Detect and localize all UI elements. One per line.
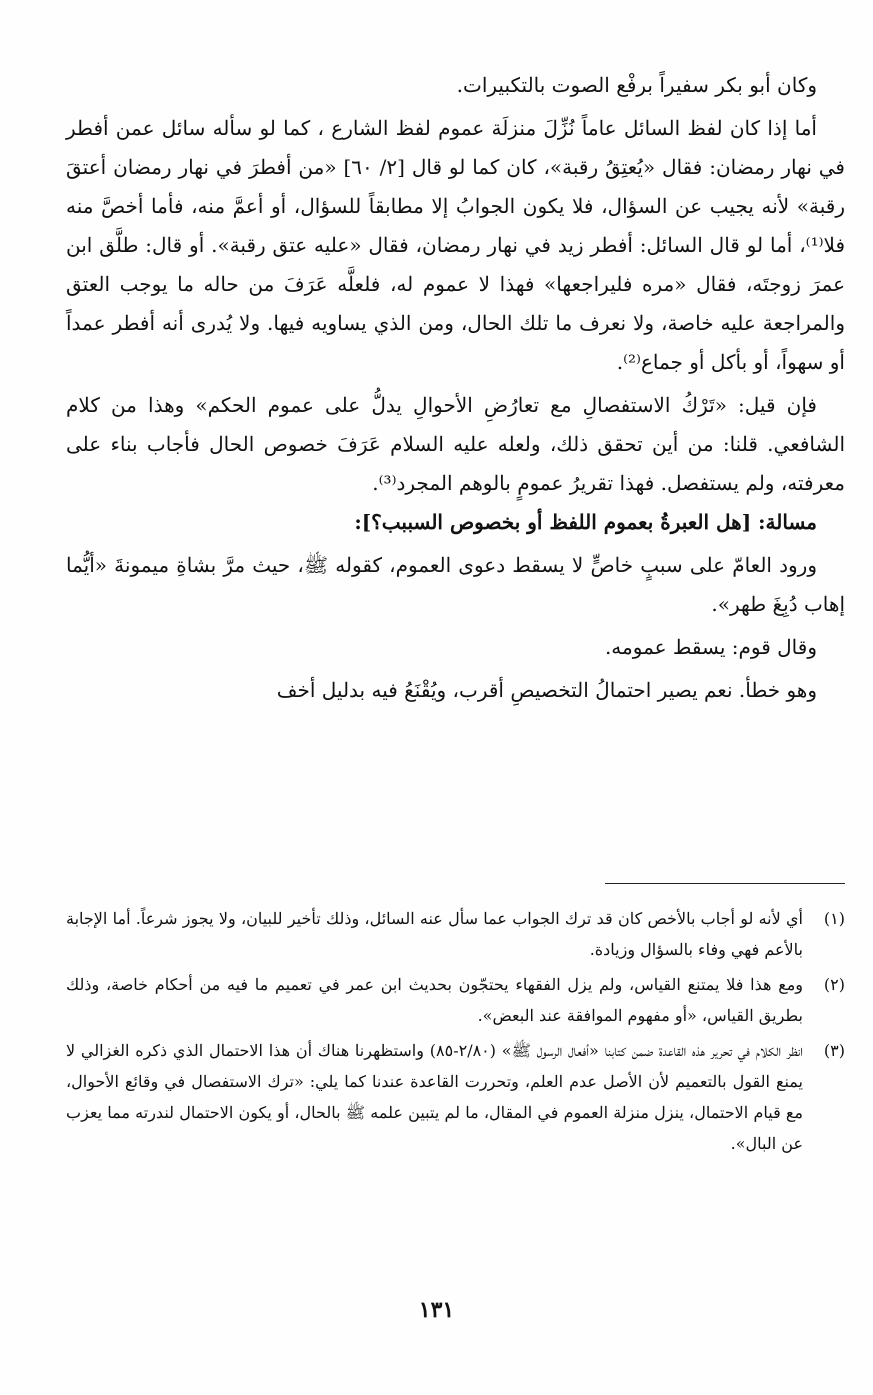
paragraph-3: فإن قيل: «تَرْكُ الاستفصالِ مع تعارُضِ الأحوالِ يدلُّ على عموم الحكم» وهذا من كلام الشافعي. قلنا: من أين تحقق ذلك، ولعله عليه السلام عَرَفَ خصوص الحال فأجاب بناء على معرفته، ولم يستفصل. فهذا تقريرُ عمومٍ بالوهم المجرد⁽³⁾. <box>66 393 845 495</box>
footnote-divider <box>605 883 845 884</box>
footnote-number: (٣) <box>823 1041 845 1060</box>
paragraph-2: أما إذا كان لفظ السائل عاماً نُزِّلَ منزلَة عموم لفظ الشارع ، كما لو سأله سائل عمن أفطر في نهار رمضان: فقال «يُعتِقُ رقبة»، كان كما لو قال [٢/ ٦٠] «من أفطرَ في نهار رمضان أعتقَ رقبة» لأنه يجيب عن السؤال، فلا يكون الجوابُ إلا مطابقاً للسؤال، أو أعمَّ منه، فأما أخصَّ منه فلا⁽¹⁾، أما لو قال السائل: أفطر زيد في نهار رمضان، فقال «عليه عتق رقبة». أو قال: طلَّق ابن عمرَ زوجتَه، فقال «مره فليراجعها» فهذا لا عموم له، فلعلَّه عَرَفَ من حاله ما يوجب العتق والمراجعة عليه خاصة، ولا نعرف ما تلك الحال، ومن الذي يساويه فيها. ولا يُدرى أنه أفطر عمداً أو سهواً، أو بأكل أو جماع⁽²⁾. <box>66 116 845 374</box>
section-heading: مسالة: [هل العبرةُ بعموم اللفظ أو بخصوص السببب؟]: <box>354 510 817 534</box>
main-text <box>66 66 845 710</box>
paragraph-5: وقال قوم: يسقط عمومه. <box>604 635 817 659</box>
footnotes <box>66 903 845 1163</box>
footnote-text: ومع هذا فلا يمتنع القياس، ولم يزل الفقهاء يحتجّون بحديث ابن عمر في تعميم ما فيه من أحكام خاصة، وذلك بطريق القياس، «أو مفهوم الموافقة عند البعض». <box>66 975 804 1025</box>
footnote-item <box>66 1035 845 1159</box>
footnote-number: (٢) <box>823 975 845 994</box>
footnote-item <box>66 969 845 1031</box>
footnote-number: (١) <box>823 909 845 928</box>
paragraph-4: ورود العامّ على سببٍ خاصٍّ لا يسقط دعوى العموم، كقوله ﷺ، حيث مرَّ بشاةِ ميمونةَ «أيُّما إهاب دُبِغَ طهر». <box>66 553 845 616</box>
paragraph-1: وكان أبو بكر سفيراً برفْع الصوت بالتكبيرات. <box>456 73 817 97</box>
footnote-text: أي لأنه لو أجاب بالأخص كان قد ترك الجواب عما سأل عنه السائل، وذلك تأخير للبيان، ولا يجوز شرعاً. أما الإجابة بالأعم فهي وفاء بالسؤال وزيادة. <box>66 909 803 959</box>
footnote-text: انظر الكلام في تحرير هذه القاعدة ضمن كتابنا «أفعال الرسول ﷺ» (٢/٨٠-٨٥) واستظهرنا هناك أن هذا الاحتمال الذي ذكره الغزالي لا يمنع القول بالتعميم لأن الأصل عدم العلم، وتحررت القاعدة عندنا كما يلي: «ترك الاستفصال في وقائع الأحوال، مع قيام الاحتمال، ينزل منزلة العموم في المقال، ما لم يتبين علمه ﷺ بالحال، أو يكون الاحتمال لندرته مما يعزب عن البال». <box>66 1041 804 1153</box>
footnote-item <box>66 903 845 965</box>
page-number: ١٣١ <box>418 1297 455 1323</box>
paragraph-6: وهو خطأ. نعم يصير احتمالُ التخصيصِ أقرب، ويُقْنَعُ فيه بدليل أخف <box>276 678 817 702</box>
